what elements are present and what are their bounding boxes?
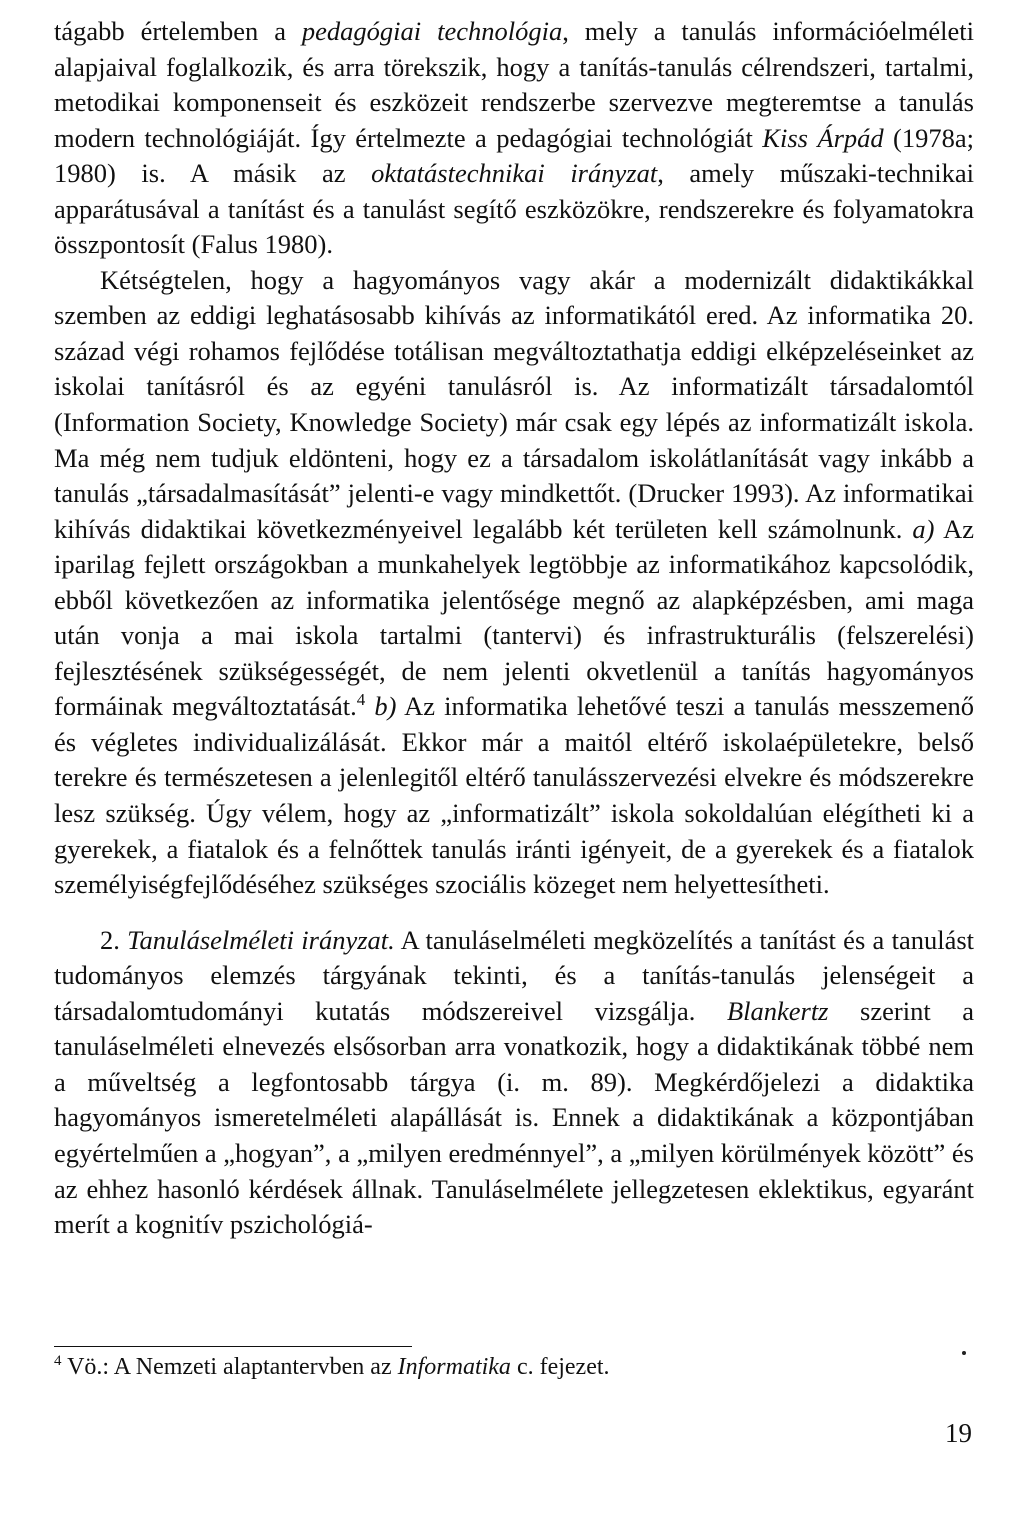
enum-marker-b: b) xyxy=(374,691,397,722)
enum-marker-a: a) xyxy=(912,513,935,544)
paragraph-learning-theory xyxy=(54,923,974,1243)
section-number: 2. xyxy=(100,924,128,955)
author-name: Kiss Árpád xyxy=(762,122,884,153)
author-name: Blankertz xyxy=(726,995,829,1026)
text: c. fejezet. xyxy=(510,1354,610,1380)
section-title: Tanuláselméleti irányzat. xyxy=(127,924,395,955)
term-educational-technology: oktatástechnikai irányzat xyxy=(371,158,658,189)
paragraph-informatics xyxy=(54,263,974,903)
text: Az informatika lehetővé teszi a tanulás messzemenő és végletes individualizálását. Ekkor már a maitól eltérő iskolaépületekre, belső terekre és természetesen a jelenlegitől eltérő tanulásszervezési elvekre és módszerekre lesz szükség. Úgy vélem, hogy az „informatizált” iskola sokoldalúan elégítheti ki a gyerekek, a fiatalok és a felnőttek tanulás iránti igényeit, de a gyerekek és a fiatalok személyiségfejlődéséhez szükséges szociális közeget nem helyettesítheti. xyxy=(54,691,974,900)
text: , amely műszaki-technikai apparátusával a tanítást és a tanulást segítő eszközökre, rendszerekre és folyamatokra összpontosít (Falus 1980). xyxy=(54,158,974,260)
footnote xyxy=(54,1350,974,1384)
text: Vö.: A Nemzeti alaptantervben az xyxy=(61,1354,398,1380)
footnote-reference: 4 xyxy=(356,690,366,710)
term-pedagogical-technology: pedagógiai technológia xyxy=(301,16,563,46)
paragraph-technology xyxy=(54,14,974,263)
footnote-divider xyxy=(54,1346,412,1347)
footnote-number: 4 xyxy=(54,1353,62,1369)
text: tágabb értelemben a xyxy=(54,16,302,46)
text: Az iparilag fejlett országokban a munkahelyek legtöbbje az informatikához kapcsolódik, ebből következően az informatika jelentősége megnő az alapképzésben, ami maga után vonja a mai iskola tartalmi (tantervi) és infrastrukturális (felszerelési) fejlesztésének szükségességét, de nem jelenti okvetlenül a tanítás hagyományos formáinak megváltoztatását. xyxy=(54,513,974,722)
text: A tanuláselméleti megközelítés a tanítást és a tanulást tudományos elemzés tárgyának tekinti, és a tanítás-tanulás jelenségeit a társadalomtudományi kutatás módszereivel vizsgálja. xyxy=(54,924,975,1026)
text: Kétségtelen, hogy a hagyományos vagy akár a modernizált didaktikákkal szemben az eddigi leghatásosabb kihívás az informatikától ered. Az informatika 20. század végi rohamos fejlődése totálisan megváltoztathatja eddigi elképzeléseinket az iskolai tanításról és az egyéni tanulásról is. Az informatizált társadalomtól (Information Society, Knowledge Society) már csak egy lépés az informatizált iskola. Ma még nem tudjuk eldönteni, hogy ez a társadalom iskolátlanítását vagy inkább a tanulás „társadalmasítását” jelenti-e vagy mindkettőt. (Drucker 1993). Az informatikai kihívás didaktikai következményeivel legalább két területen kell számolnunk. xyxy=(54,264,974,544)
text: (1978a; 1980) is. A másik az xyxy=(54,122,975,189)
text: , mely a tanulás információelméleti alapjaival foglalkozik, és arra törekszik, hogy a tanítás-tanulás célrendszeri, tartalmi, metodikai komponenseit és eszközeit rendszerbe szervezve megteremtse a tanulás modern technológiáját. Így értelmezte a pedagógiai technológiát xyxy=(54,16,975,153)
text: szerint a tanuláselméleti elnevezés elsősorban arra vonatkozik, hogy a didaktikának többé nem a műveltség a legfontosabb tárgya (i. m. 89). Megkérdőjelezi a didaktika hagyományos ismeretelméleti alapállását is. Ennek a didaktikának a központjában egyértelműen a „hogyan”, a „milyen eredménnyel”, a „milyen körülmények között” és az ehhez hasonló kérdések állnak. Tanuláselmélete jellegzetesen eklektikus, egyaránt merít a kognitív pszichológiá- xyxy=(54,995,974,1240)
page-number: 19 xyxy=(945,1418,972,1448)
term-informatics: Informatika xyxy=(397,1354,511,1380)
